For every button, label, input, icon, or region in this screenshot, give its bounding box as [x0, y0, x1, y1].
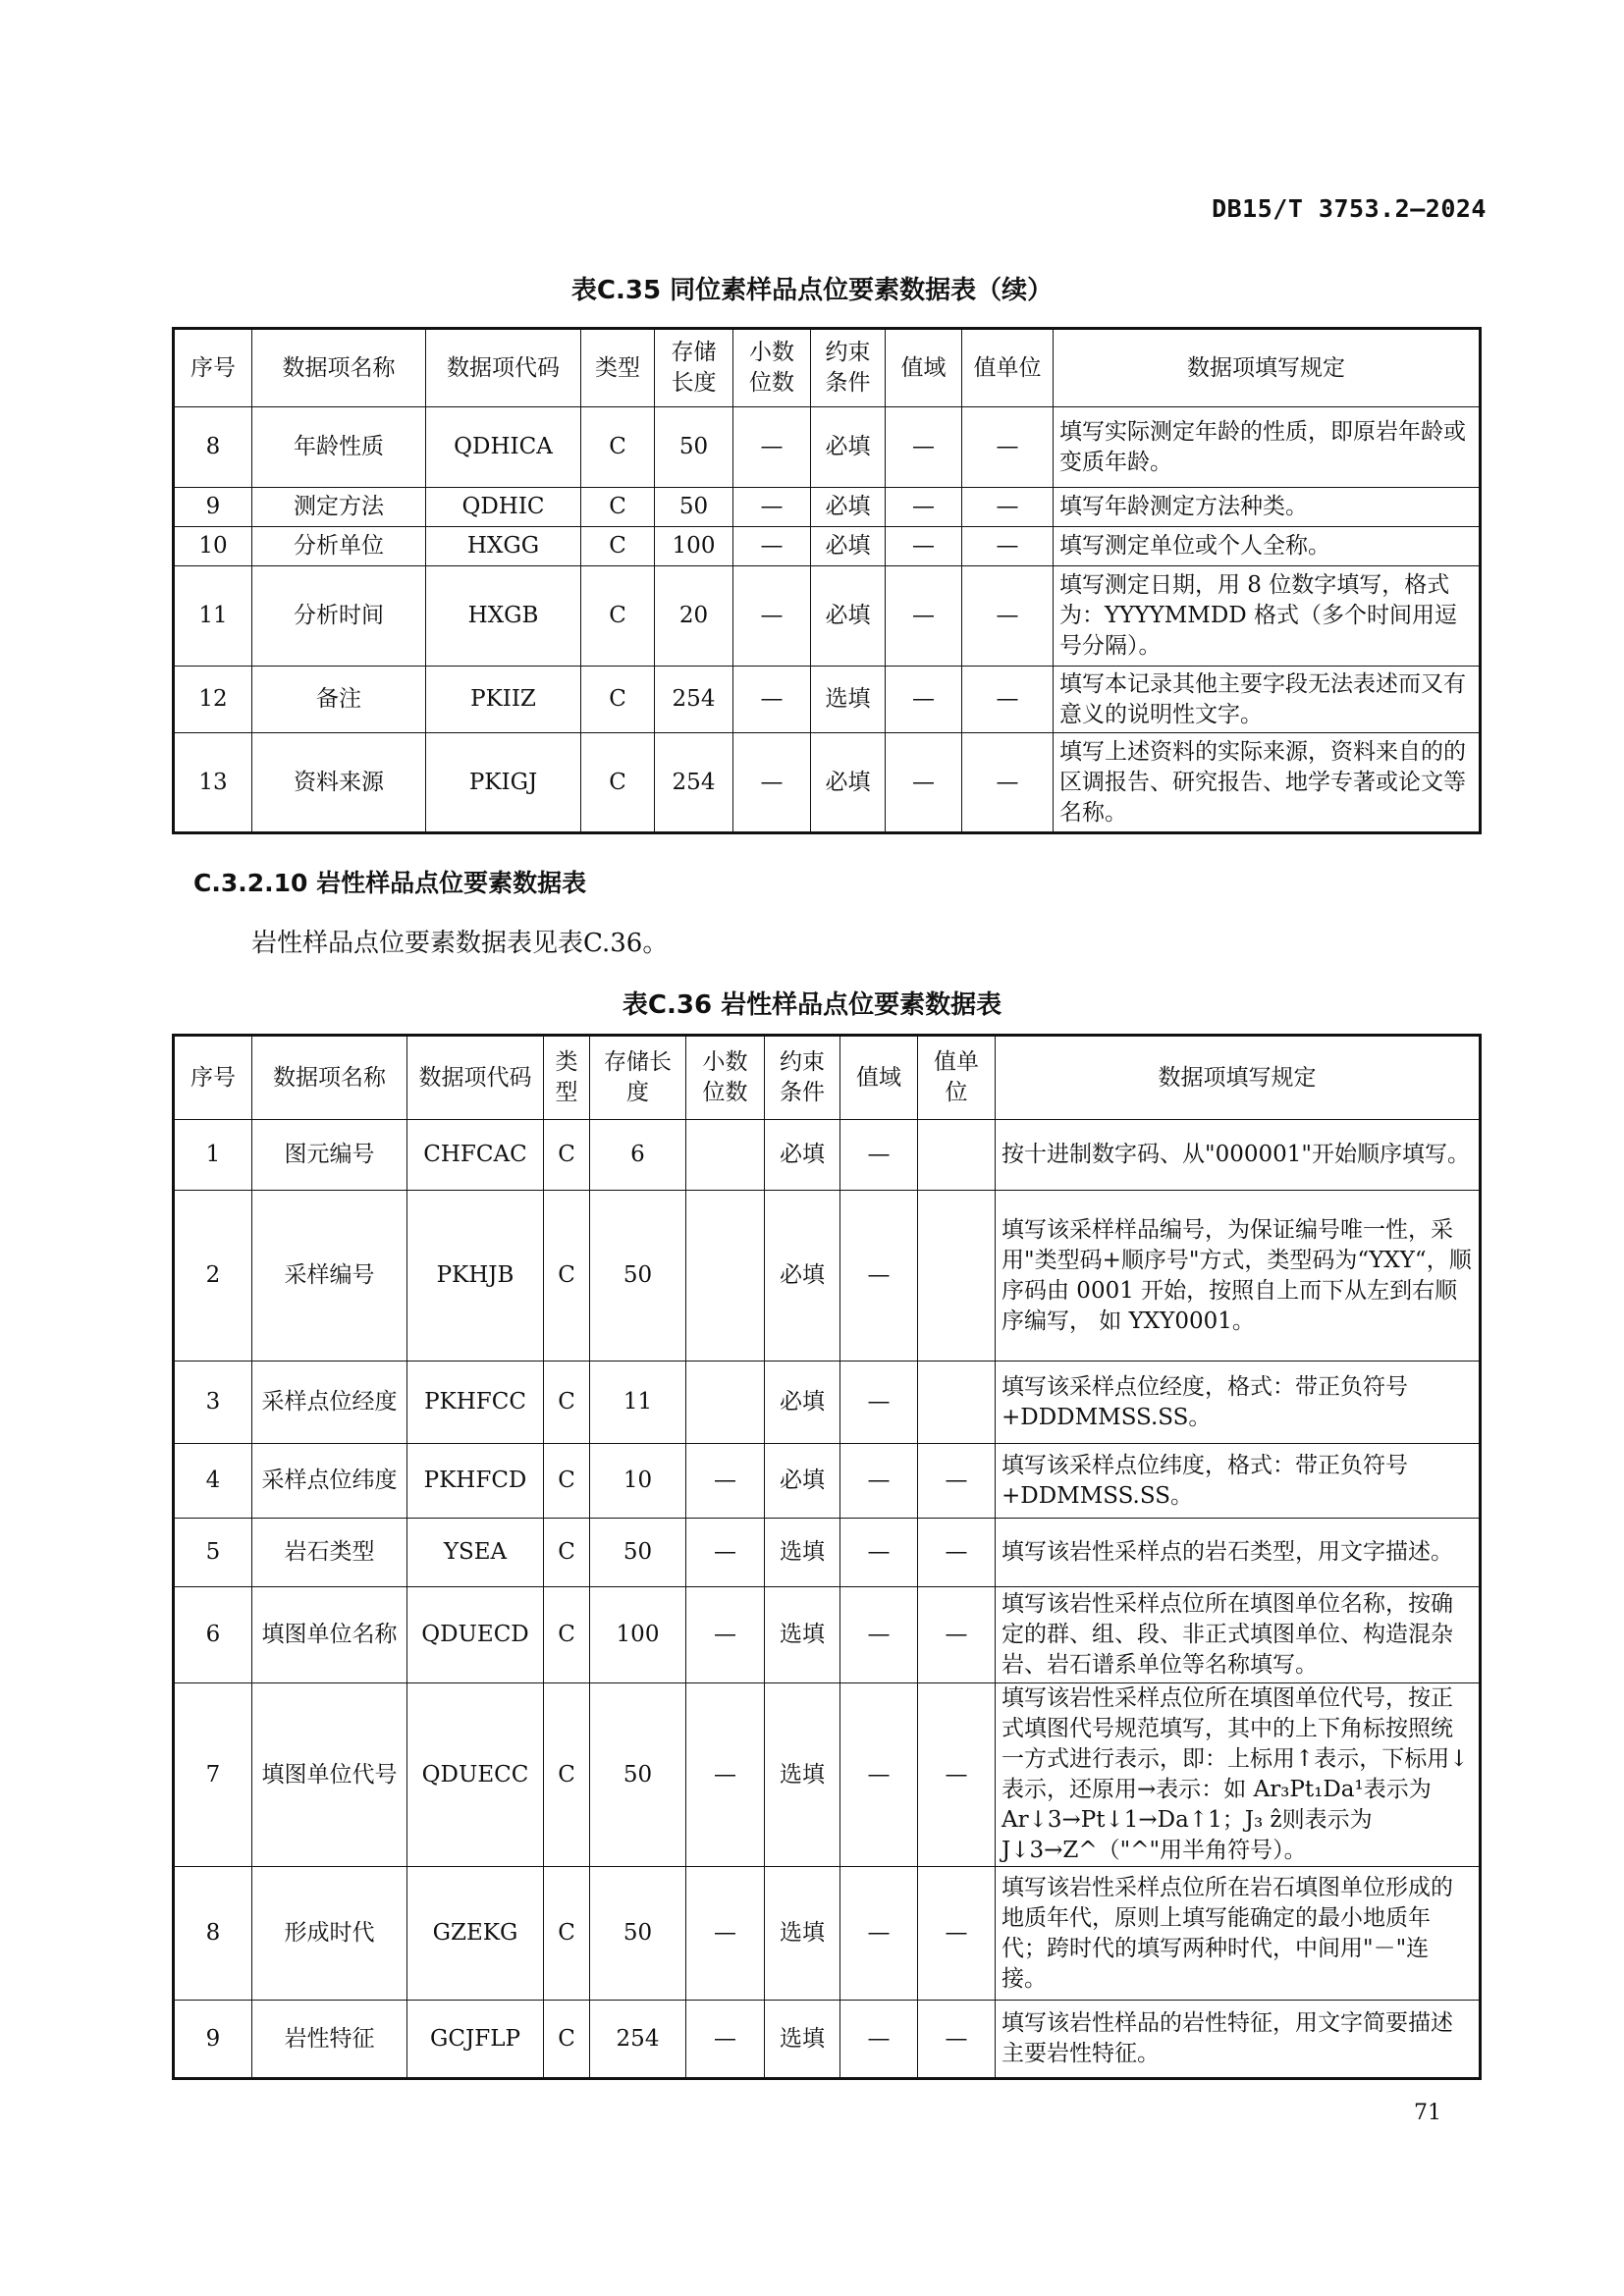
table-cell: 采样点位经度	[252, 1362, 407, 1444]
table-cell: 254	[655, 733, 733, 833]
column-header: 数据项填写规定	[996, 1036, 1481, 1120]
table-cell: 11	[174, 566, 252, 667]
table-cell: 12	[174, 667, 252, 733]
table-row	[174, 1362, 1481, 1444]
table-cell: —	[918, 1444, 996, 1519]
table-cell: PKIIZ	[426, 667, 581, 733]
table-cell: 填写年龄测定方法种类。	[1054, 488, 1481, 527]
table-cell: 10	[590, 1444, 686, 1519]
table-cell: 填写该采样样品编号，为保证编号唯一性，采用"类型码+顺序号"方式，类型码为“YXY“，顺序码由 0001 开始，按照自上而下从左到右顺序编写， 如 YXY0001。	[996, 1191, 1481, 1362]
table-cell: C	[544, 1683, 590, 1867]
table-cell: —	[840, 1120, 918, 1191]
table-row	[174, 1587, 1481, 1683]
table-cell: —	[918, 1683, 996, 1867]
table-cell: C	[581, 566, 655, 667]
table-cell	[918, 1120, 996, 1191]
table-cell: —	[840, 1362, 918, 1444]
column-header: 类型	[581, 329, 655, 407]
table-cell: 6	[174, 1587, 252, 1683]
table-cell: —	[686, 1444, 765, 1519]
table-cell: 50	[655, 488, 733, 527]
table-cell: C	[544, 1867, 590, 2001]
table-row	[174, 1683, 1481, 1867]
table-cell: 岩石类型	[252, 1519, 407, 1587]
data-table	[172, 327, 1482, 834]
table-cell	[918, 1191, 996, 1362]
table-cell: —	[733, 488, 811, 527]
table-cell: 填写该采样点位纬度，格式：带正负符号+DDMMSS.SS。	[996, 1444, 1481, 1519]
table-cell: 11	[590, 1362, 686, 1444]
table-cell: 填写该岩性采样点位所在填图单位名称，按确定的群、组、段、非正式填图单位、构造混杂岩、岩石谱系单位等名称填写。	[996, 1587, 1481, 1683]
table-cell: 50	[590, 1867, 686, 2001]
table-cell	[686, 1191, 765, 1362]
table-cell: —	[686, 2001, 765, 2079]
table-cell: 必填	[811, 527, 886, 566]
table-cell: —	[840, 1519, 918, 1587]
table-cell: 13	[174, 733, 252, 833]
table-row	[174, 1444, 1481, 1519]
table-cell: C	[544, 1362, 590, 1444]
table-row	[174, 2001, 1481, 2079]
column-header: 序号	[174, 329, 252, 407]
table-cell: 50	[655, 407, 733, 488]
table-cell: 测定方法	[252, 488, 426, 527]
table-cell: HXGG	[426, 527, 581, 566]
table-cell: —	[886, 527, 962, 566]
table-cell: C	[581, 407, 655, 488]
table-cell: —	[918, 1867, 996, 2001]
table-cell: —	[733, 527, 811, 566]
table-cell: —	[733, 566, 811, 667]
table-cell: 资料来源	[252, 733, 426, 833]
table-row	[174, 407, 1481, 488]
table-cell: C	[581, 733, 655, 833]
table-cell: —	[733, 407, 811, 488]
table-cell: —	[840, 1444, 918, 1519]
table-cell: 填写测定日期，用 8 位数字填写，格式为：YYYYMMDD 格式（多个时间用逗号分隔）。	[1054, 566, 1481, 667]
table-cell: PKHFCC	[407, 1362, 544, 1444]
table-cell: 9	[174, 2001, 252, 2079]
table-cell: 填图单位名称	[252, 1587, 407, 1683]
column-header: 序号	[174, 1036, 252, 1120]
table-row	[174, 1191, 1481, 1362]
table-cell: —	[918, 1519, 996, 1587]
column-header: 数据项代码	[407, 1036, 544, 1120]
table-cell: —	[962, 733, 1054, 833]
table-row	[174, 733, 1481, 833]
table-cell: 填写上述资料的实际来源，资料来自的的区调报告、研究报告、地学专著或论文等名称。	[1054, 733, 1481, 833]
table-cell: 填写实际测定年龄的性质，即原岩年龄或 变质年龄。	[1054, 407, 1481, 488]
table-cell: 填写该岩性采样点位所在填图单位代号，按正式填图代号规范填写，其中的上下角标按照统一方式进行表示，即：上标用↑表示，下标用↓表示，还原用→表示：如 Ar₃Pt₁Da¹表示为 Ar↓3→Pt↓1→Da↑1；J₃ ẑ则表示为 J↓3→Z^（"^"用半角符号）。	[996, 1683, 1481, 1867]
table-cell: —	[886, 407, 962, 488]
table-cell: C	[581, 527, 655, 566]
table-cell: —	[840, 1587, 918, 1683]
table-cell: PKHFCD	[407, 1444, 544, 1519]
table-cell: 254	[590, 2001, 686, 2079]
table-cell	[686, 1362, 765, 1444]
table-cell: 4	[174, 1444, 252, 1519]
table-cell: 选填	[765, 1683, 840, 1867]
table-cell: —	[886, 733, 962, 833]
table-cell: 7	[174, 1683, 252, 1867]
table-cell: 选填	[765, 1519, 840, 1587]
table-cell: PKIGJ	[426, 733, 581, 833]
table-cell: 6	[590, 1120, 686, 1191]
table-cell: C	[544, 1519, 590, 1587]
table-cell: GZEKG	[407, 1867, 544, 2001]
table-cell: 必填	[811, 733, 886, 833]
table-cell	[686, 1120, 765, 1191]
table-cell: —	[840, 1683, 918, 1867]
column-header: 类型	[544, 1036, 590, 1120]
table-cell: —	[686, 1587, 765, 1683]
table-cell: 填写测定单位或个人全称。	[1054, 527, 1481, 566]
column-header: 小数位数	[686, 1036, 765, 1120]
table-cell: —	[962, 527, 1054, 566]
table-cell: 填写该岩性采样点位所在岩石填图单位形成的地质年代，原则上填写能确定的最小地质年代；跨时代的填写两种时代，中间用"－"连接。	[996, 1867, 1481, 2001]
column-header: 数据项代码	[426, 329, 581, 407]
table-cell: QDHIC	[426, 488, 581, 527]
table-cell: —	[962, 566, 1054, 667]
table-cell: —	[918, 2001, 996, 2079]
section-heading: C.3.2.10 岩性样品点位要素数据表	[193, 869, 587, 897]
table-cell: 50	[590, 1683, 686, 1867]
table-cell: —	[886, 667, 962, 733]
table-cell: 3	[174, 1362, 252, 1444]
table-cell: HXGB	[426, 566, 581, 667]
table-cell: 填写本记录其他主要字段无法表述而又有意义的说明性文字。	[1054, 667, 1481, 733]
document-code: DB15/T 3753.2—2024	[1212, 194, 1487, 223]
table-cell: 5	[174, 1519, 252, 1587]
table-cell: —	[840, 1867, 918, 2001]
table-cell: 选填	[765, 1867, 840, 2001]
column-header: 数据项填写规定	[1054, 329, 1481, 407]
table-cell: 填写该岩性样品的岩性特征，用文字简要描述主要岩性特征。	[996, 2001, 1481, 2079]
column-header: 存储长度	[590, 1036, 686, 1120]
table-cell: 必填	[765, 1191, 840, 1362]
table-cell: 必填	[811, 407, 886, 488]
table-cell: QDUECC	[407, 1683, 544, 1867]
column-header: 小数位数	[733, 329, 811, 407]
table-cell: —	[686, 1867, 765, 2001]
column-header: 值单位	[962, 329, 1054, 407]
table-cell: PKHJB	[407, 1191, 544, 1362]
column-header: 值单位	[918, 1036, 996, 1120]
table-cell: 备注	[252, 667, 426, 733]
table-row	[174, 1867, 1481, 2001]
table-cell: 选填	[811, 667, 886, 733]
table-cell: 采样编号	[252, 1191, 407, 1362]
table-row	[174, 488, 1481, 527]
table-row	[174, 566, 1481, 667]
column-header: 存储长度	[655, 329, 733, 407]
table-cell: CHFCAC	[407, 1120, 544, 1191]
table-cell: —	[886, 488, 962, 527]
column-header: 值域	[840, 1036, 918, 1120]
column-header: 约束条件	[811, 329, 886, 407]
table-cell: —	[962, 667, 1054, 733]
table-cell: 填写该岩性采样点的岩石类型，用文字描述。	[996, 1519, 1481, 1587]
table-cell: QDUECD	[407, 1587, 544, 1683]
table-cell: 100	[590, 1587, 686, 1683]
table-cell: 填写该采样点位经度，格式：带正负符号+DDDMMSS.SS。	[996, 1362, 1481, 1444]
table-cell: GCJFLP	[407, 2001, 544, 2079]
table-cell: —	[686, 1683, 765, 1867]
table-cell: —	[733, 733, 811, 833]
table-cell: 采样点位纬度	[252, 1444, 407, 1519]
table-cell: 选填	[765, 2001, 840, 2079]
table-cell: —	[840, 1191, 918, 1362]
table-cell: 形成时代	[252, 1867, 407, 2001]
table-cell: QDHICA	[426, 407, 581, 488]
table-cell: 20	[655, 566, 733, 667]
table-cell: C	[544, 1191, 590, 1362]
page-number: 71	[1414, 2101, 1441, 2125]
data-table	[172, 1034, 1482, 2080]
table-row	[174, 1120, 1481, 1191]
table-cell: 必填	[765, 1362, 840, 1444]
table-cell: 1	[174, 1120, 252, 1191]
table-cell: —	[918, 1587, 996, 1683]
table-cell: 选填	[765, 1587, 840, 1683]
table-cell: C	[581, 488, 655, 527]
table-cell: YSEA	[407, 1519, 544, 1587]
table-cell: C	[544, 2001, 590, 2079]
table-cell: 填图单位代号	[252, 1683, 407, 1867]
table-cell: —	[962, 407, 1054, 488]
table-cell: —	[686, 1519, 765, 1587]
table-cell: 8	[174, 407, 252, 488]
table-caption: 表C.35 同位素样品点位要素数据表（续）	[570, 276, 1054, 305]
body-paragraph: 岩性样品点位要素数据表见表C.36。	[251, 929, 669, 958]
column-header: 约束条件	[765, 1036, 840, 1120]
table-cell: 100	[655, 527, 733, 566]
table-row	[174, 667, 1481, 733]
table-cell: C	[544, 1587, 590, 1683]
table-cell: 必填	[811, 488, 886, 527]
table-cell: C	[544, 1444, 590, 1519]
table-caption: 表C.36 岩性样品点位要素数据表	[622, 990, 1002, 1020]
table-cell: 年龄性质	[252, 407, 426, 488]
table-cell: 必填	[765, 1444, 840, 1519]
table-cell: 2	[174, 1191, 252, 1362]
table-cell: 必填	[811, 566, 886, 667]
column-header: 数据项名称	[252, 329, 426, 407]
column-header: 值域	[886, 329, 962, 407]
table-cell: —	[886, 566, 962, 667]
table-cell: 10	[174, 527, 252, 566]
table-cell: C	[581, 667, 655, 733]
table-cell: 分析时间	[252, 566, 426, 667]
table-cell: 8	[174, 1867, 252, 2001]
table-cell: 分析单位	[252, 527, 426, 566]
table-row	[174, 1519, 1481, 1587]
table-row	[174, 527, 1481, 566]
table-cell	[918, 1362, 996, 1444]
table-cell: —	[840, 2001, 918, 2079]
table-cell: C	[544, 1120, 590, 1191]
table-cell: —	[733, 667, 811, 733]
table-cell: 50	[590, 1191, 686, 1362]
table-cell: 50	[590, 1519, 686, 1587]
table-cell: 必填	[765, 1120, 840, 1191]
table-cell: 9	[174, 488, 252, 527]
column-header: 数据项名称	[252, 1036, 407, 1120]
table-cell: 图元编号	[252, 1120, 407, 1191]
table-cell: 254	[655, 667, 733, 733]
table-cell: —	[962, 488, 1054, 527]
table-cell: 岩性特征	[252, 2001, 407, 2079]
table-cell: 按十进制数字码、从"000001"开始顺序填写。	[996, 1120, 1481, 1191]
